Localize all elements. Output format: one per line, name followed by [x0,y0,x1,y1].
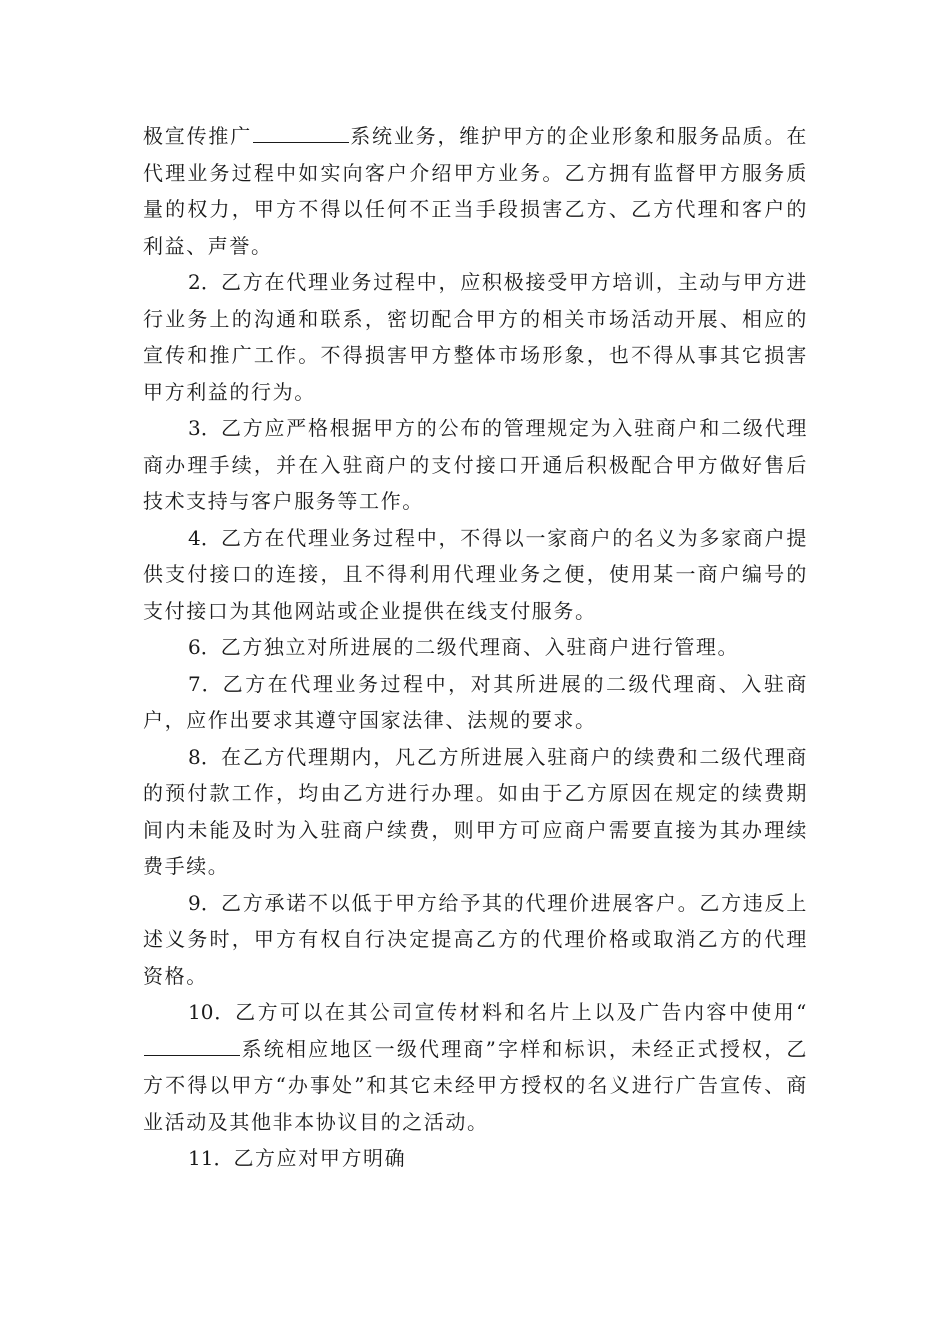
clause-text: 乙方在代理业务过程中，不得以一家商户的名义为多家商户提供支付接口的连接，且不得利用代理业务之便，使用某一商户编号的支付接口为其他网站或企业提供在线支付服务。 [143,525,808,623]
clause-number: 7． [188,671,223,696]
fill-in-blank [144,1033,240,1056]
paragraph-text-before-blank: 极宣传推广 [143,124,253,148]
clause-number: 3． [188,416,222,440]
paragraph-text-after-blank: 系统业务，维护甲方的企业形象和服务品质。在代理业务过程中如实向客户介绍甲方业务。乙方拥有监督甲方服务质量的权力，甲方不得以任何不正当手段损害乙方、乙方代理和客户的利益、声誉。 [143,124,809,258]
paragraph-7 [143,666,808,739]
document-body [143,118,808,1177]
paragraph-text-before-blank: 乙方可以在其公司宣传材料和名片上以及广告内容中使用“ [235,1000,809,1024]
paragraph-6 [143,629,808,666]
clause-number: 8． [188,744,222,769]
fill-in-blank [253,120,349,143]
clause-text: 乙方承诺不以低于甲方给予其的代理价进展客户。乙方违反上述义务时，甲方有权自行决定提高乙方的代理价格或取消乙方的代理资格。 [143,890,808,988]
paragraph-continued [143,118,808,264]
clause-text: 乙方应严格根据甲方的公布的管理规定为入驻商户和二级代理商办理手续，并在入驻商户的支付接口开通后积极配合甲方做好售后技术支持与客户服务等工作。 [143,416,808,513]
paragraph-3 [143,410,808,520]
clause-number: 6． [188,635,221,659]
clause-text: 乙方在代理业务过程中，对其所进展的二级代理商、入驻商户，应作出要求其遵守国家法律、法规的要求。 [143,671,808,732]
clause-text: 乙方在代理业务过程中，应积极接受甲方培训，主动与甲方进行业务上的沟通和联系，密切配合甲方的相关市场活动开展、相应的宣传和推广工作。不得损害甲方整体市场形象，也不得从事其它损害甲方利益的行为。 [143,270,808,404]
paragraph-10 [143,994,808,1140]
clause-number: 10． [188,1000,236,1024]
paragraph-11 [143,1140,808,1177]
clause-number: 2． [188,270,222,294]
clause-text: 乙方应对甲方明确 [233,1146,407,1170]
paragraph-2 [143,264,808,410]
paragraph-9 [143,885,808,995]
paragraph-4 [143,520,808,630]
clause-text: 在乙方代理期内，凡乙方所进展入驻商户的续费和二级代理商的预付款工作，均由乙方进行办理。如由于乙方原因在规定的续费期间内未能及时为入驻商户续费，则甲方可应商户需要直接为其办理续费手续。 [143,744,808,878]
clause-number: 9． [188,890,222,915]
paragraph-8 [143,739,808,885]
clause-number: 11． [188,1146,234,1170]
paragraph-text-after-blank: 系统相应地区一级代理商”字样和标识，未经正式授权，乙方不得以甲方“办事处”和其它未经甲方授权的名义进行广告宣传、商业活动及其他非本协议目的之活动。 [143,1036,808,1134]
clause-text: 乙方独立对所进展的二级代理商、入驻商户进行管理。 [220,635,740,659]
clause-number: 4． [188,525,222,550]
